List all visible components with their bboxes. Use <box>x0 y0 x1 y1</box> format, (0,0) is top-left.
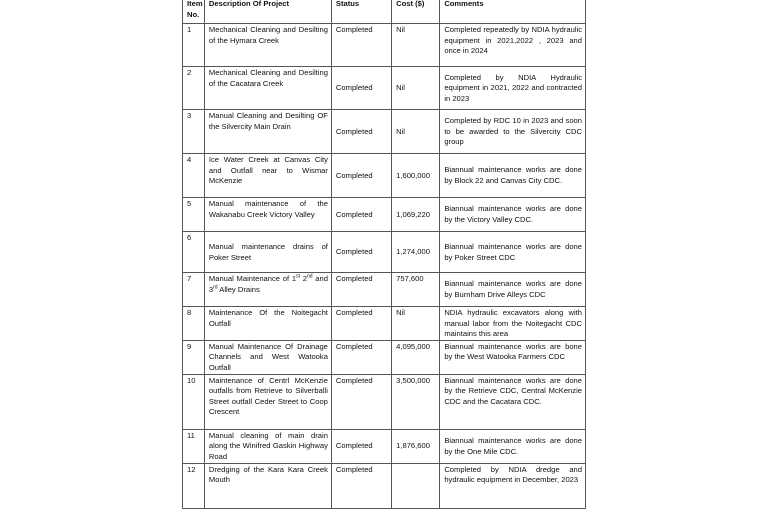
cell-description: Maintenance Of the Noitegacht Outfall <box>204 307 331 341</box>
cell-status: Completed <box>331 463 391 508</box>
projects-table <box>182 0 586 509</box>
cell-item: 7 <box>183 273 205 307</box>
header-description: Description Of Project <box>204 0 331 24</box>
description-text: 2 <box>299 274 307 283</box>
cell-item: 12 <box>183 463 205 508</box>
cell-comments: NDIA hydraulic excavators along with manual labor from the Noitegacht CDC maintains this area <box>440 307 586 341</box>
header-status: Status <box>331 0 391 24</box>
cell-description: Manual cleaning of main drain along the Winifred Gaskin Highway Road <box>204 429 331 463</box>
cell-status: Completed <box>331 273 391 307</box>
cell-item: 1 <box>183 24 205 67</box>
cell-status: Completed <box>331 24 391 67</box>
cell-item: 2 <box>183 67 205 110</box>
cell-item: 9 <box>183 340 205 374</box>
table-row <box>183 67 586 110</box>
cell-description: Dredging of the Kara Kara Creek Mouth <box>204 463 331 508</box>
cell-description: Maintenance of Centrl McKenzie outfalls from Retrieve to Silverballi Street outfall Ceder Street to Coop Crescent <box>204 374 331 429</box>
cell-comments: Biannual maintenance works are done by Poker Street CDC <box>440 232 586 273</box>
cell-description: Mechanical Cleaning and Desilting of the Cacatara Creek <box>204 67 331 110</box>
cell-comments: Completed by NDIA dredge and hydraulic equipment in December, 2023 <box>440 463 586 508</box>
table-row <box>183 463 586 508</box>
cell-comments: Biannual maintenance works are done by Burnham Drive Alleys CDC <box>440 273 586 307</box>
ordinal-suffix: st <box>296 273 300 280</box>
table-header-row <box>183 0 586 24</box>
cell-cost: 1,069,220 <box>392 198 440 232</box>
cell-comments: Biannual maintenance works are done by the One Mile CDC. <box>440 429 586 463</box>
cell-cost: Nil <box>392 110 440 154</box>
cell-status: Completed <box>331 340 391 374</box>
cell-description: Mechanical Cleaning and Desilting of the Hymara Creek <box>204 24 331 67</box>
cell-cost: 757,600 <box>392 273 440 307</box>
ordinal-suffix: nd <box>306 273 313 280</box>
cell-comments: Completed repeatedly by NDIA hydraulic equipment in 2021,2022 , 2023 and once in 2024 <box>440 24 586 67</box>
cell-description <box>204 273 331 307</box>
description-text: Manual Maintenance of 1 <box>208 274 297 283</box>
description-text: Alley Drains <box>217 284 260 294</box>
cell-comments: Biannual maintenance works are done by the Victory Valley CDC. <box>440 198 586 232</box>
table-row <box>183 340 586 374</box>
cell-item: 8 <box>183 307 205 341</box>
cell-description: Manual maintenance of the Wakanabu Creek Victory Valley <box>204 198 331 232</box>
cell-status: Completed <box>331 67 391 110</box>
cell-comments: Completed by NDIA Hydraulic equipment in 2021, 2022 and contracted in 2023 <box>440 67 586 110</box>
cell-status: Completed <box>331 110 391 154</box>
cell-cost: 1,876,600 <box>392 429 440 463</box>
cell-comments: Biannual maintenance works are bone by the West Watooka Farmers CDC <box>440 340 586 374</box>
table-row <box>183 374 586 429</box>
cell-description: Manual Cleaning and Desilting OF the Silvercity Main Drain <box>204 110 331 154</box>
cell-cost: 1,274,000 <box>392 232 440 273</box>
cell-cost: Nil <box>392 307 440 341</box>
header-comments: Comments <box>440 0 586 24</box>
cell-item: 4 <box>183 154 205 198</box>
cell-cost: Nil <box>392 67 440 110</box>
table-row <box>183 198 586 232</box>
cell-cost: 3,500,000 <box>392 374 440 429</box>
table-row <box>183 154 586 198</box>
cell-cost <box>392 463 440 508</box>
ordinal-suffix: rd <box>213 284 218 291</box>
cell-status: Completed <box>331 307 391 341</box>
table-row <box>183 307 586 341</box>
table-row <box>183 273 586 307</box>
cell-description: Ice Water Creek at Canvas City and Outfall near to Wismar McKenzie <box>204 154 331 198</box>
cell-item: 6 <box>183 232 205 273</box>
table-row <box>183 429 586 463</box>
cell-cost: Nil <box>392 24 440 67</box>
cell-cost: 4,095,000 <box>392 340 440 374</box>
cell-description: Manual Maintenance Of Drainage Channels and West Watooka Outfall <box>204 340 331 374</box>
cell-comments: Biannual maintenance works are done by Block 22 and Canvas City CDC. <box>440 154 586 198</box>
cell-status: Completed <box>331 232 391 273</box>
cell-description: Manual maintenance drains of Poker Street <box>204 232 331 273</box>
cell-item: 3 <box>183 110 205 154</box>
cell-comments: Completed by RDC 10 in 2023 and soon to be awarded to the Silvercity CDC group <box>440 110 586 154</box>
cell-item: 10 <box>183 374 205 429</box>
table-row <box>183 232 586 273</box>
cell-status: Completed <box>331 429 391 463</box>
cell-comments: Biannual maintenance works are done by the Retrieve CDC, Central McKenzie CDC and the Cacatara CDC. <box>440 374 586 429</box>
header-cost: Cost ($) <box>392 0 440 24</box>
cell-status: Completed <box>331 154 391 198</box>
cell-item: 5 <box>183 198 205 232</box>
cell-status: Completed <box>331 374 391 429</box>
table-row <box>183 110 586 154</box>
table-row <box>183 24 586 67</box>
cell-item: 11 <box>183 429 205 463</box>
header-item-no: Item No. <box>183 0 205 24</box>
description-text: and 3 <box>208 274 328 294</box>
cell-cost: 1,600,000 <box>392 154 440 198</box>
cell-status: Completed <box>331 198 391 232</box>
